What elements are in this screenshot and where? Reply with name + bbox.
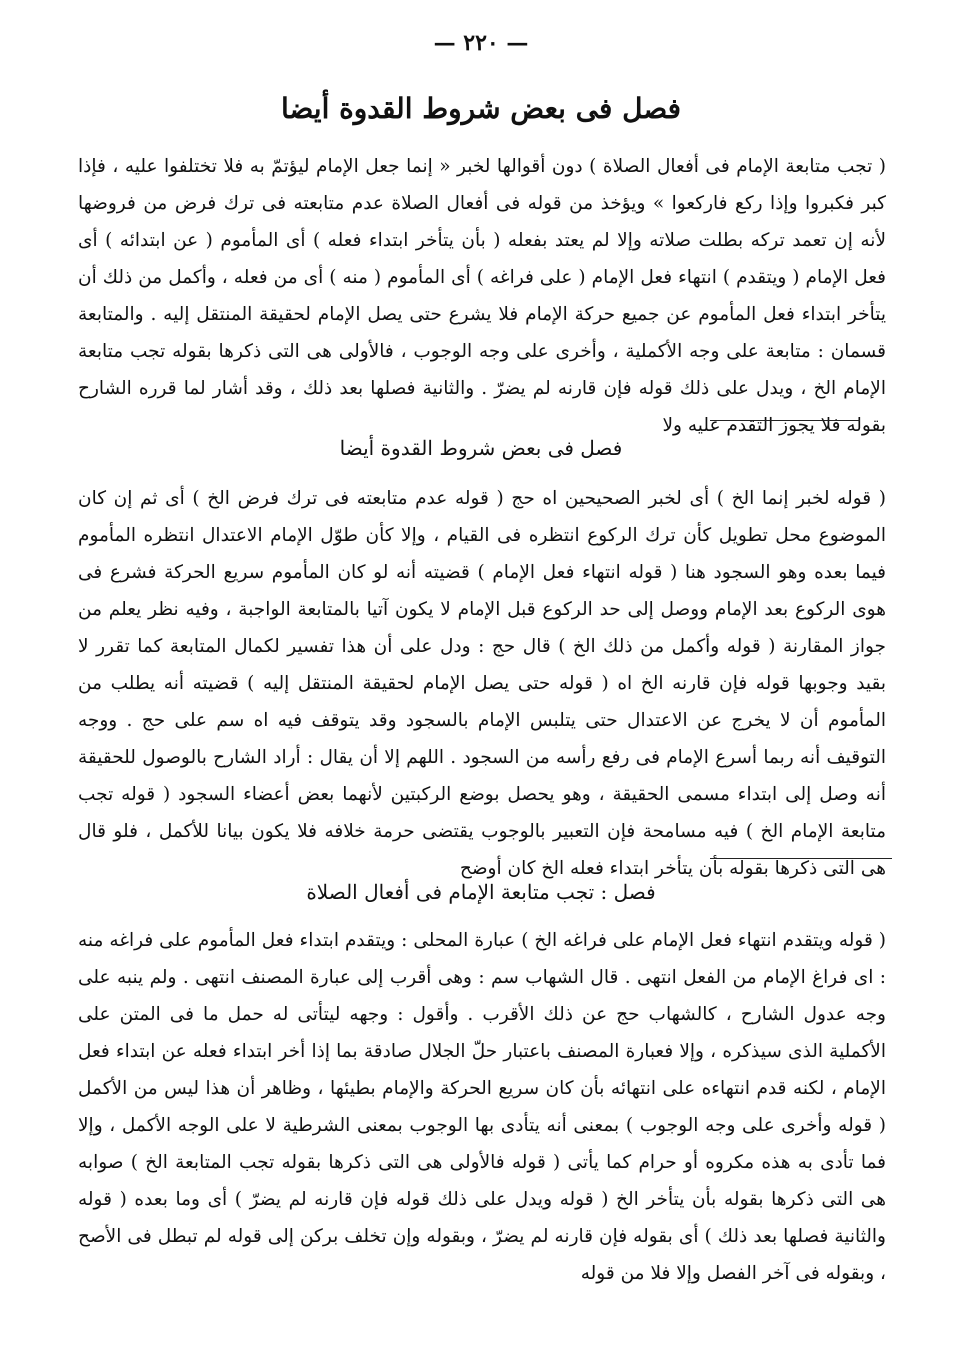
main-text-block: [78, 148, 886, 444]
gloss-section-title: فصل : تجب متابعة الإمام فى أفعال الصلاة: [306, 880, 656, 904]
commentary-paragraph: ( قوله لخبر إنما الخ ) أى لخبر الصحيحين اه حج ( قوله عدم متابعته فى ترك فرض الخ ) أى ثم إن كان الموضوع محل تطويل كأن ترك الركوع انتظره فى القيام ، وإلا كأن طوّل الإمام الاعتدال انتظره المأموم فيما بعده وهو السجود هنا ( قوله انتهاء فعل الإمام ) قضيته أنه لو كان المأموم سريع الحركة فشرع فى هوى الركوع بعد الإمام ووصل إلى حد الركوع قبل الإمام لا يكون آتيا بالمتابعة الواجبة ، وفيه نظر يعلم من جواز المقارنة ( قوله وأكمل من ذلك الخ ) قال حج : ودل على أن هذا تفسير لكمال المتابعة كما تقرر لا بقيد وجوبها قوله فإن قارنه الخ اه ( قوله حتى يصل الإمام لحقيقة المنتقل إليه ) قضيته أنه يطلب من المأموم أن لا يخرج عن الاعتدال حتى يتلبس الإمام بالسجود وقد يتوقف فيه اه سم على حج . ووجه التوقيف أنه ربما أسرع الإمام فى رفع رأسه من السجود . اللهم إلا أن يقال : أراد الشارح بالوصول للحقيقة أنه وصل إلى ابتداء مسمى الحقيقة ، وهو يحصل بوضع الركبتين لأنهما بعض أعضاء السجود ( قوله تجب متابعة الإمام الخ ) فيه مسامحة فإن التعبير بالوجوب يقتضى حرمة خلافه فلا يكون بيانا للأكمل ، فلو قال هى التى ذكرها بقوله بأن يتأخر ابتداء فعله الخ كان أوضح: [78, 488, 886, 879]
main-text-paragraph: ( تجب متابعة الإمام فى أفعال الصلاة ) دون أقوالها لخبر « إنما جعل الإمام ليؤتمّ به فلا تختلفوا عليه ، فإذا كبر فكبروا وإذا ركع فاركعوا » ويؤخذ من قوله فى أفعال الصلاة عدم متابعته فى ترك فرض من فروضها لأنه إن تعمد تركه بطلت صلاته وإلا لم يعتد بفعله ( بأن يتأخر ابتداء فعله ) أى المأموم ( عن ابتدائه ) أى فعل الإمام ( ويتقدم ) انتهاء فعل الإمام ( على فراغه ) أى المأموم ( منه ) أى من فعله ، وأكمل من ذلك أن يتأخر ابتداء فعل المأموم عن جميع حركة الإمام فلا يشرع حتى يصل الإمام لحقيقة المنتقل إليه . والمتابعة قسمان : متابعة على وجه الأكملية ، وأخرى على وجه الوجوب ، فالأولى هى التى ذكرها بقوله تجب متابعة الإمام الخ ، ويدل على ذلك قوله فإن قارنه لم يضرّ . والثانية فصلها بعد ذلك ، وقد أشار لما قرره الشارح بقوله فلا يجوز التقدم عليه ولا: [78, 156, 886, 436]
page-title: فصل فى بعض شروط القدوة أيضا: [280, 92, 681, 125]
commentary-text-block: [78, 480, 886, 887]
gloss-paragraph: ( قوله ويتقدم انتهاء فعل الإمام على فراغه الخ ) عبارة المحلى : ويتقدم ابتداء فعل المأموم على فراغه منه : اى فراغ الإمام من الفعل انتهى . قال الشهاب سم : وهى أقرب إلى عبارة المصنف انتهى . ولم ينبه على وجه عدول الشارح ، كالشهاب حج عن ذلك الأقرب . وأقول : وجهه ليتأتى له حمل ما فى المتن على الأكملية الذى سيذكره ، وإلا فعبارة المصنف باعتبار حلّ الجلال صادقة بما إذا أخر ابتداء فعله عن ابتداء فعل الإمام ، لكنه قدم انتهاءه على انتهائه بأن كان سريع الحركة والإمام بطيئها ، وظاهر أن هذا ليس من الأكمل ( قوله وأخرى على وجه الوجوب ) بمعنى أنه يتأدى بها الوجوب بمعنى الشرطية لا على الوجه الأكمل ، وإلا فما تأدى به هذه مكروه أو حرام كما يأتى ( قوله فالأولى هى التى ذكرها بقوله تجب المتابعة الخ ) صوابه هى التى ذكرها بقوله بأن يتأخر الخ ( قوله ويدل على ذلك قوله فإن قارنه لم يضرّ ) أى وما بعده ( قوله والثانية فصلها بعد ذلك ) أى بقوله فإن قارنه لم يضرّ ، وبقوله وإن تخلف بركن إلى قوله لم تبطل فى الأصح ، وبقوله فى آخر الفصل وإلا فلا من قوله: [78, 930, 886, 1284]
commentary-section-title: فصل فى بعض شروط القدوة أيضا: [339, 436, 623, 460]
page-number: — ٢٢٠ —: [433, 30, 529, 56]
separator-rule: [710, 858, 892, 859]
separator-rule: [710, 420, 860, 421]
gloss-text-block: [78, 922, 886, 1292]
